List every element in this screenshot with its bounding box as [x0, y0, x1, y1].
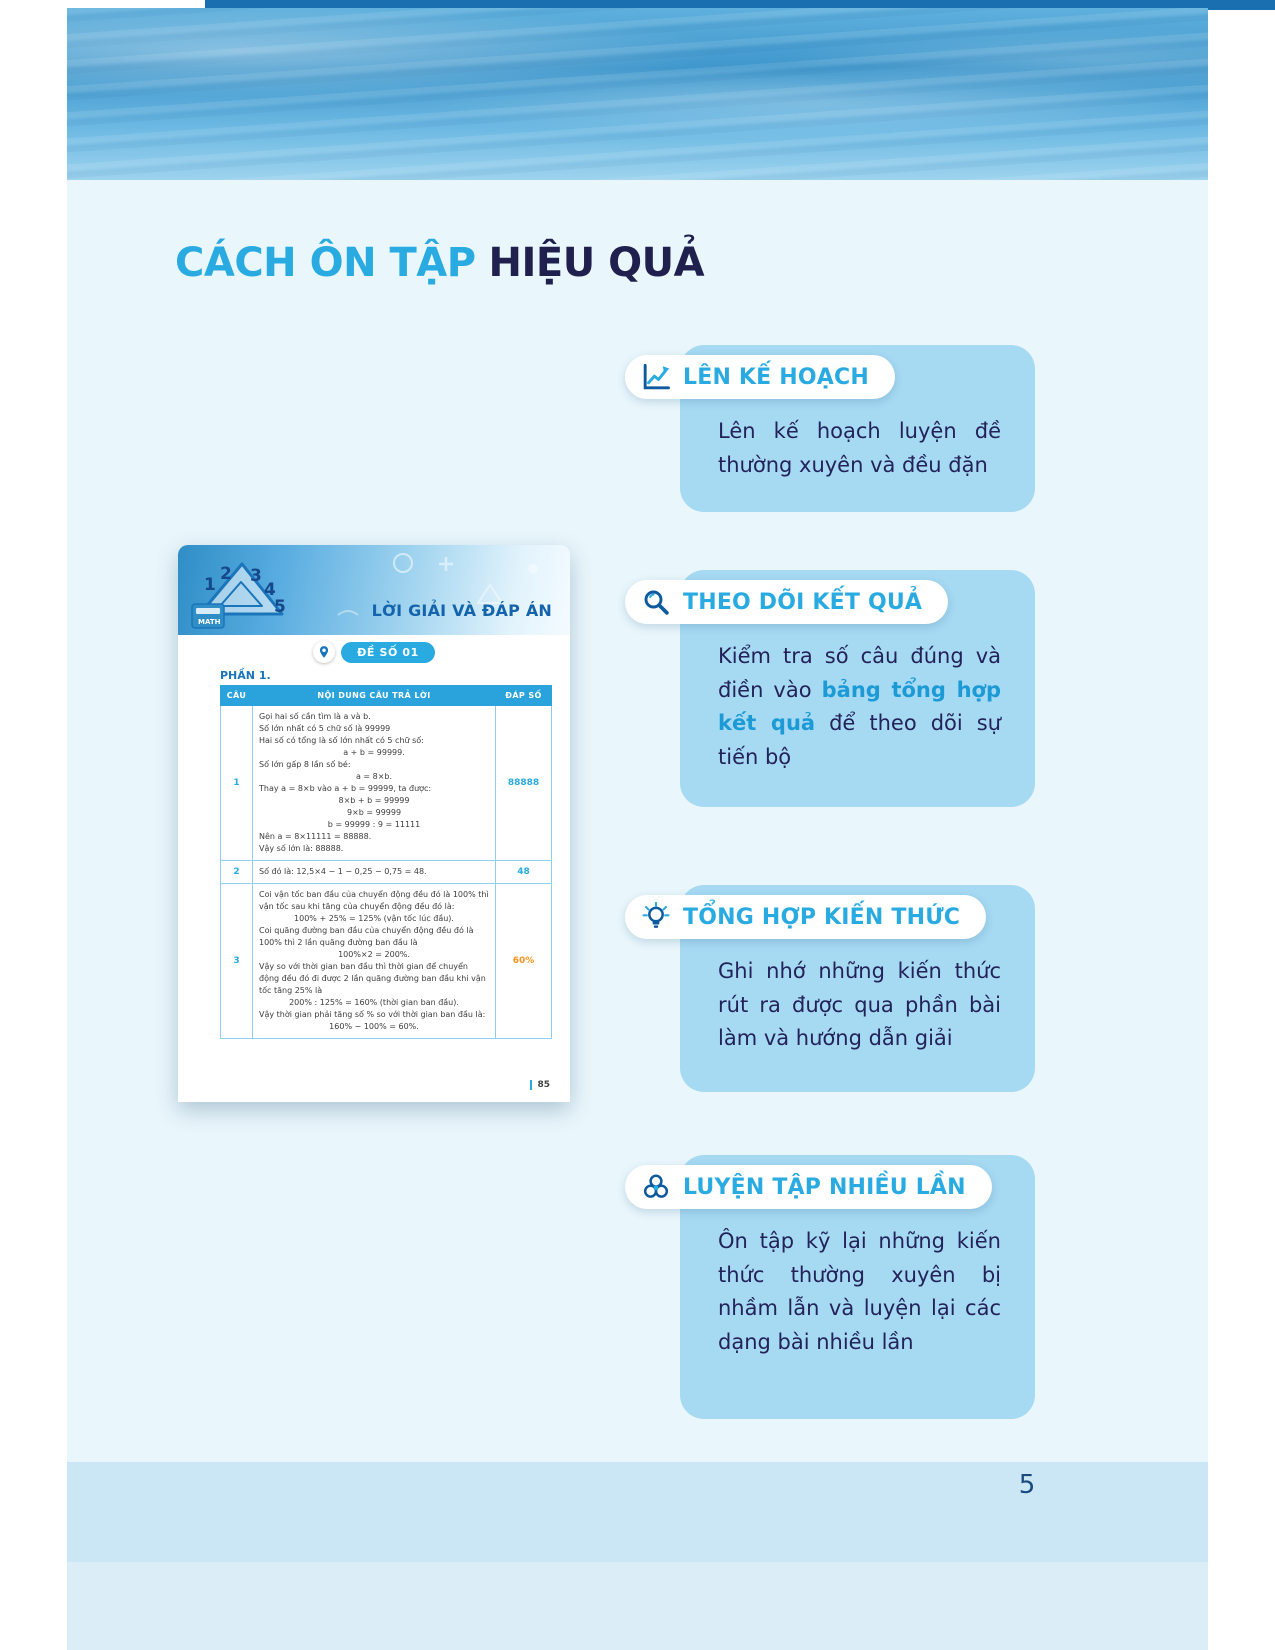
section-text-bold: bảng tổng hợp kết quả — [718, 677, 1001, 736]
page-number: 5 — [1018, 1470, 1036, 1500]
page-title-rest: HIỆU QUẢ — [488, 240, 705, 286]
answer-table-body — [221, 706, 552, 1039]
solution-line: Gọi hai số cần tìm là a và b. — [259, 712, 371, 721]
solution-line: 9×b = 99999 — [346, 808, 402, 817]
solution-line: Vậy so với thời gian ban đầu thì thời gian để chuyển động đều đó đi được 2 lần quãng đường ban đầu khi vận tốc tăng 25% là — [259, 962, 486, 995]
solution-line: Hai số có tổng là số lớn nhất có 5 chữ số: — [259, 736, 424, 745]
digit-1: 1 — [204, 575, 216, 595]
row-content-cell — [253, 706, 496, 861]
table-row — [221, 861, 552, 884]
section-title: LÊN KẾ HOẠCH — [683, 364, 869, 390]
book-header-title: LỜI GIẢI VÀ ĐÁP ÁN — [371, 601, 552, 620]
solution-line: Số lớn nhất có 5 chữ số là 99999 — [259, 724, 391, 733]
book-page-thumbnail — [178, 545, 570, 1102]
row-answer-cell: 60% — [496, 884, 552, 1039]
solution-line: Vậy thời gian phải tăng số % so với thời gian ban đầu là: — [259, 1010, 486, 1019]
row-answer-cell: 88888 — [496, 706, 552, 861]
solution-line: Coi vận tốc ban đầu của chuyển động đều đó là 100% thì vận tốc sau khi tăng của chuyển động đều đó là: — [259, 890, 489, 911]
digit-2: 2 — [220, 564, 232, 584]
table-row — [221, 884, 552, 1039]
footer-band-lower — [67, 1562, 1208, 1650]
exam-number-badge: ĐỀ SỐ 01 — [341, 642, 435, 663]
col-header-cau: CÂU — [221, 686, 253, 706]
solution-line: a + b = 99999. — [343, 748, 405, 757]
solution-line: Số đó là: 12,5×4 − 1 − 0,25 − 0,75 = 48. — [259, 867, 427, 876]
calculator-label: MATH — [198, 618, 221, 626]
part-label: PHẦN 1. — [220, 669, 271, 682]
row-answer-cell: 48 — [496, 861, 552, 884]
answer-table — [220, 685, 552, 1039]
solution-line: 100%×2 = 200%. — [338, 950, 410, 959]
page-title-accent: CÁCH ÔN TẬP — [175, 240, 476, 286]
col-header-noidung: NỘI DUNG CÂU TRẢ LỜI — [253, 686, 496, 706]
section-header-theo-doi-ket-qua — [625, 580, 948, 624]
page-title — [175, 240, 704, 286]
section-title: TỔNG HỢP KIẾN THỨC — [683, 904, 961, 930]
row-number-cell: 2 — [221, 861, 253, 884]
section-header-tong-hop-kien-thuc — [625, 895, 986, 939]
pin-icon — [313, 641, 335, 663]
col-header-dapso: ĐÁP SỐ — [496, 686, 552, 706]
solution-line: 160% − 100% = 60%. — [329, 1022, 419, 1031]
section-text: Lên kế hoạch luyện đề thường xuyên và đều đặn — [718, 419, 1001, 477]
solution-line: 100% + 25% = 125% (vận tốc lúc đầu). — [294, 914, 454, 923]
solution-line: Coi quãng đường ban đầu của chuyển động đều đó là 100% thì 2 lần quãng đường ban đầu là — [259, 926, 474, 947]
practice-icon — [641, 1172, 671, 1202]
solution-line: 200% : 125% = 160% (thời gian ban đầu). — [289, 998, 459, 1007]
row-content-cell — [253, 884, 496, 1039]
solution-line: Thay a = 8×b vào a + b = 99999, ta được: — [259, 784, 432, 793]
solution-line: 8×b + b = 99999 — [338, 796, 410, 805]
digit-4: 4 — [264, 580, 276, 600]
water-texture-banner — [67, 8, 1208, 180]
book-header — [178, 545, 570, 635]
digit-5: 5 — [274, 597, 286, 617]
lightbulb-icon — [641, 902, 671, 932]
main-page-area — [67, 8, 1208, 1650]
table-row — [221, 706, 552, 861]
math-tools-illustration — [184, 548, 314, 632]
section-text: Ôn tập kỹ lại những kiến thức thường xuyên bị nhầm lẫn và luyện lại các dạng bài nhiều lần — [718, 1229, 1001, 1354]
section-title: LUYỆN TẬP NHIỀU LẦN — [683, 1174, 966, 1200]
section-header-luyen-tap-nhieu-lan — [625, 1165, 992, 1209]
solution-line: Số lớn gấp 8 lần số bé: — [259, 760, 351, 769]
solution-line: Vậy số lớn là: 88888. — [259, 844, 344, 853]
solution-line: a = 8×b. — [355, 772, 393, 781]
row-number-cell: 3 — [221, 884, 253, 1039]
solution-line: Nên a = 8×11111 = 88888. — [259, 832, 372, 841]
answer-table-head — [221, 686, 552, 706]
magnifier-icon — [641, 587, 671, 617]
section-header-len-ke-hoach — [625, 355, 895, 399]
section-title: THEO DÕI KẾT QUẢ — [683, 589, 923, 615]
section-text: Kiểm tra số câu đúng và điền vào — [718, 644, 1001, 702]
growth-chart-icon — [641, 362, 671, 392]
digit-3: 3 — [250, 566, 262, 586]
exam-badge-row — [178, 641, 570, 663]
book-page-number: 85 — [530, 1080, 550, 1090]
section-text: Ghi nhớ những kiến thức rút ra được qua phần bài làm và hướng dẫn giải — [718, 959, 1001, 1051]
solution-line: b = 99999 : 9 = 11111 — [327, 820, 421, 829]
section-text: để theo dõi sự tiến bộ — [718, 711, 1001, 769]
row-number-cell: 1 — [221, 706, 253, 861]
row-content-cell — [253, 861, 496, 884]
